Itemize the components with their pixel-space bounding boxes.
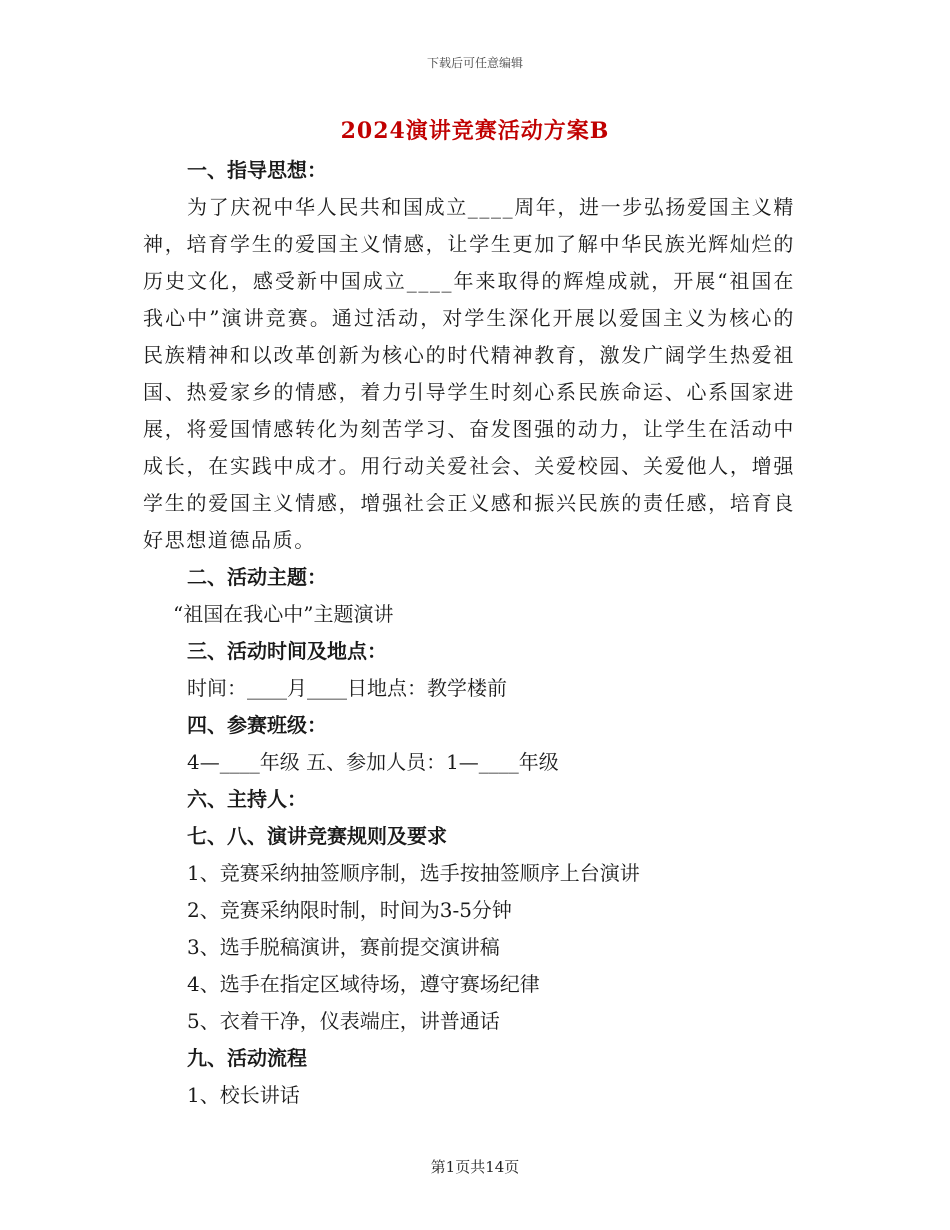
section-heading-classes: 四、参赛班级： xyxy=(187,713,327,737)
document-body xyxy=(143,152,795,1114)
section-heading-theme: 二、活动主题： xyxy=(187,565,327,589)
classes-participants-text: 4—____年级 五、参加人员：1—____年级 xyxy=(187,750,559,774)
document-title: 2024演讲竞赛活动方案B xyxy=(340,118,610,144)
theme-text: “祖国在我心中”主题演讲 xyxy=(173,602,394,626)
rule-item: 5、衣着干净，仪表端庄，讲普通话 xyxy=(187,1009,500,1033)
rule-item: 4、选手在指定区域待场，遵守赛场纪律 xyxy=(187,972,540,996)
rule-item: 1、竞赛采纳抽签顺序制，选手按抽签顺序上台演讲 xyxy=(187,861,640,885)
section-heading-flow: 九、活动流程 xyxy=(187,1046,307,1070)
flow-item: 1、校长讲话 xyxy=(187,1083,300,1107)
section-heading-rules: 七、八、演讲竞赛规则及要求 xyxy=(187,824,447,848)
rule-item: 3、选手脱稿演讲，赛前提交演讲稿 xyxy=(187,935,500,959)
section-heading-host: 六、主持人： xyxy=(187,787,307,811)
rule-item: 2、竞赛采纳限时制，时间为3-5分钟 xyxy=(187,898,512,922)
section-heading-guiding-ideology: 一、指导思想： xyxy=(187,158,327,182)
section-heading-time-place: 三、活动时间及地点： xyxy=(187,639,387,663)
guiding-ideology-paragraph: 为了庆祝中华人民共和国成立____周年，进一步弘扬爱国主义精神，培育学生的爱国主义情感，让学生更加了解中华民族光辉灿烂的历史文化，感受新中国成立____年来取得的辉煌成就，开展“祖国在我心中”演讲竞赛。通过活动，对学生深化开展以爱国主义为核心的民族精神和以改革创新为核心的时代精神教育，激发广阔学生热爱祖国、热爱家乡的情感，着力引导学生时刻心系民族命运、心系国家进展，将爱国情感转化为刻苦学习、奋发图强的动力，让学生在活动中成长，在实践中成才。用行动关爱社会、关爱校园、关爱他人，增强学生的爱国主义情感，增强社会正义感和振兴民族的责任感，培育良好思想道德品质。 xyxy=(143,195,795,552)
page-number-footer: 第1页共14页 xyxy=(430,1158,520,1176)
header-note: 下载后可任意编辑 xyxy=(426,56,523,70)
time-place-text: 时间：____月____日地点：教学楼前 xyxy=(187,676,507,700)
